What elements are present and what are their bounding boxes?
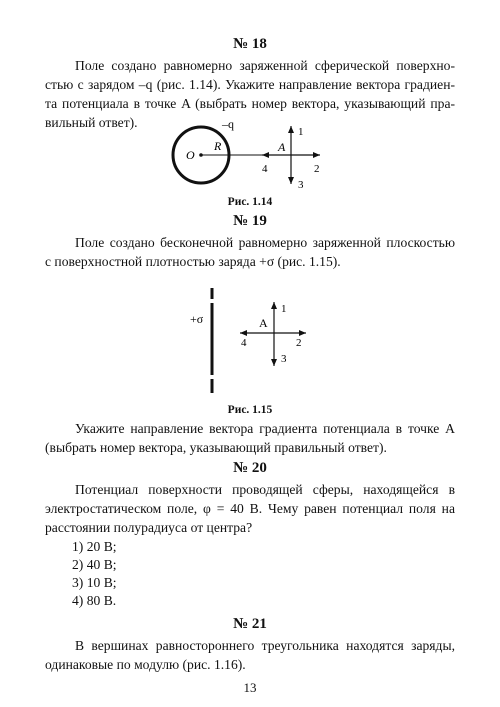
center-label: O xyxy=(186,148,195,162)
problem-19-question-line-1: Укажите направление вектора градиента потенциала в точке A xyxy=(75,421,455,436)
problem-19-title: № 19 xyxy=(233,213,267,229)
point-a-label: A xyxy=(278,140,286,154)
radius-label: R xyxy=(214,139,222,153)
point-a-label: A xyxy=(259,316,268,330)
vector-1-label: 1 xyxy=(298,126,304,138)
problem-20-option-3: 3) 10 В; xyxy=(72,575,117,590)
problem-20-option-1: 1) 20 В; xyxy=(72,539,117,554)
vector-2-label: 2 xyxy=(296,337,302,349)
problem-21-text-line-2: одинаковые по модулю (рис. 1.16). xyxy=(45,657,246,672)
problem-20-title: № 20 xyxy=(233,460,267,476)
figure-1-15-caption: Рис. 1.15 xyxy=(227,404,273,416)
problem-19-question-line-2: (выбрать номер вектора, указывающий правильный ответ). xyxy=(45,440,387,455)
problem-21-text-line-1: В вершинах равностороннего треугольника находятся заряды, xyxy=(75,638,455,653)
vector-4-label: 4 xyxy=(262,163,268,175)
vector-3-label: 3 xyxy=(298,179,304,191)
figure-1-14-caption: Рис. 1.14 xyxy=(227,196,273,208)
problem-18-text-line-3: та потенциала в точке A (выбрать номер вектора, указывающий пра- xyxy=(45,96,455,111)
problem-18-text-line-4: вильный ответ). xyxy=(45,115,138,130)
problem-20-option-2: 2) 40 В; xyxy=(72,557,117,572)
problem-21-title: № 21 xyxy=(233,616,267,632)
problem-19-text-line-1: Поле создано бесконечной равномерно заряженной плоскостью xyxy=(75,235,455,250)
vector-2-label: 2 xyxy=(314,163,320,175)
vector-4-label: 4 xyxy=(241,337,247,349)
vector-3-label: 3 xyxy=(281,353,287,365)
problem-18-text-line-1: Поле создано равномерно заряженной сферической поверхно- xyxy=(75,58,455,73)
page-number: 13 xyxy=(243,680,257,695)
problem-20-text-line-2: электростатическом поле, φ = 40 В. Чему равен потенциал поля на xyxy=(45,501,455,516)
problem-18-text-line-2: стью с зарядом –q (рис. 1.14). Укажите направление вектора градиен- xyxy=(45,77,455,92)
problem-20-text-line-3: расстоянии полурадиуса от центра? xyxy=(45,520,253,535)
problem-20-text-line-1: Потенциал поверхности проводящей сферы, находящейся в xyxy=(75,482,455,497)
vector-1-label: 1 xyxy=(281,303,287,315)
problem-19-text-line-2: с поверхностной плотностью заряда +σ (рис. 1.15). xyxy=(45,254,341,269)
charge-label: –q xyxy=(222,117,234,131)
problem-18-title: № 18 xyxy=(233,36,267,52)
problem-20-option-4: 4) 80 В. xyxy=(72,593,117,608)
sigma-label: +σ xyxy=(190,312,204,326)
